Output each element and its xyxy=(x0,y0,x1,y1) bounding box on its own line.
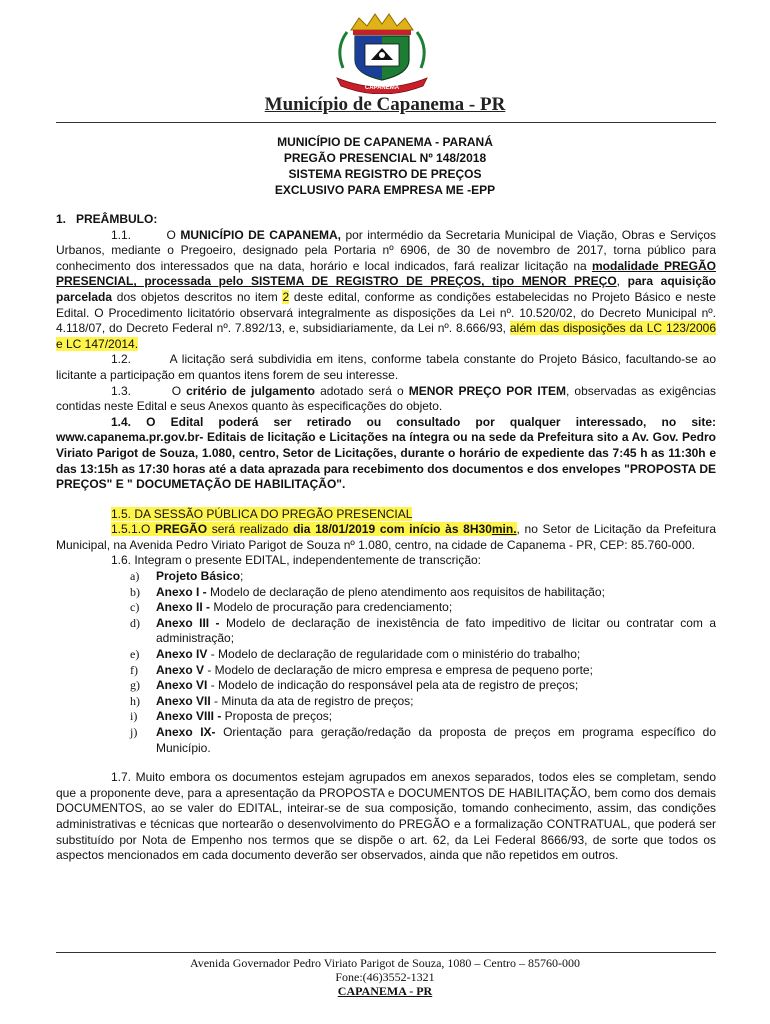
footer-address: Avenida Governador Pedro Viriato Parigot de Souza, 1080 – Centro – 85760-000 xyxy=(189,956,581,970)
list-marker: j) xyxy=(130,725,138,739)
annex-list-item xyxy=(56,694,716,710)
list-marker: g) xyxy=(130,678,140,693)
text-run-bold: MUNICÍPIO DE CAPANEMA, xyxy=(180,227,341,242)
section-1-5-title xyxy=(111,507,716,523)
annex-name: Anexo VI xyxy=(156,678,208,693)
annex-list-item xyxy=(56,725,716,756)
annex-list-item xyxy=(56,663,716,679)
footer-rule xyxy=(56,952,716,953)
section-1-title: 1. PREÂMBULO: xyxy=(56,212,158,226)
annex-description: Orientação para geração/redação da proposta de preços em programa específico do Município. xyxy=(156,725,716,755)
text-run: adotado será o xyxy=(314,383,409,398)
annex-name: Anexo VII xyxy=(156,693,211,708)
annex-list-item xyxy=(56,616,716,647)
highlighted-text: 2 xyxy=(282,289,290,304)
highlighted-text-bold: min. xyxy=(491,522,517,537)
text-run: O xyxy=(166,227,181,242)
highlighted-text-bold: dia 18/01/2019 com início às 8H30 xyxy=(293,522,492,537)
annex-description: - Modelo de indicação do responsável pela ata de registro de preços; xyxy=(207,678,579,693)
text-run: , xyxy=(616,274,628,289)
list-marker: f) xyxy=(130,662,138,677)
header-line-2: PREGÃO PRESENCIAL Nº 148/2018 xyxy=(283,151,487,165)
text-run: O xyxy=(171,383,187,398)
text-run: , observadas as exigências contidas neste Edital e seus Anexos quanto às especificações do objeto. xyxy=(56,383,717,414)
header-rule xyxy=(56,122,716,123)
annex-description: - Minuta da ata de registro de preços; xyxy=(210,693,414,708)
text-run-bold: critério de julgamento xyxy=(186,383,315,398)
header-line-4: EXCLUSIVO PARA EMPRESA ME -EPP xyxy=(274,183,496,197)
municipality-title: Município de Capanema - PR xyxy=(264,94,506,115)
annex-list-item xyxy=(56,569,716,585)
text-run-bold: MENOR PREÇO POR ITEM xyxy=(408,383,566,398)
header-line-3: SISTEMA REGISTRO DE PREÇOS xyxy=(288,167,482,181)
annex-description: Proposta de preços; xyxy=(221,709,333,724)
paragraph-number: 1.2. xyxy=(111,352,132,367)
text-run-bold-underline: modalidade PREGÃO PRESENCIAL, processada pelo SISTEMA DE REGISTRO DE PREÇOS, tipo MENOR PREÇO xyxy=(56,258,716,289)
paragraph-1-3 xyxy=(56,384,716,415)
annex-description: Modelo de declaração de pleno atendimento aos requisitos de habilitação; xyxy=(206,584,605,599)
annex-description: - Modelo de declaração de regularidade com o ministério do trabalho; xyxy=(207,647,581,662)
text-run: por intermédio da Secretaria Municipal de Viação, Obras e Serviços Urbanos, mediante o Pregoeiro, designado pela Portaria nº 6906, de 30 de novembro de 2017, torna público para conhecimento dos interessados que na data, horário e local indicados, fará realizar licitação na xyxy=(56,227,717,273)
header-line-1: MUNICÍPIO DE CAPANEMA - PARANÁ xyxy=(277,135,493,149)
annex-name: Anexo I - xyxy=(156,584,207,599)
annex-name: Anexo IX- xyxy=(156,725,216,739)
text-run: , no Setor de Licitação da Prefeitura Municipal, na Avenida Pedro Viriato Parigot de Souza nº 1.080, centro, na cidade de Capanema - PR, CEP: 85.760-000. xyxy=(56,522,716,552)
annex-list xyxy=(56,569,716,756)
annex-name: Anexo IV xyxy=(156,647,208,662)
document-body xyxy=(56,212,716,864)
footer-phone: Fone:(46)3552-1321 xyxy=(335,970,435,984)
annex-description: - Modelo de declaração de micro empresa e empresa de pequeno porte; xyxy=(204,662,593,677)
footer-city: CAPANEMA - PR xyxy=(337,984,433,998)
spacer xyxy=(56,493,716,507)
list-marker: a) xyxy=(130,569,140,584)
list-marker: h) xyxy=(130,693,140,708)
text-run: dos objetos descritos no item xyxy=(112,289,283,304)
annex-list-item xyxy=(56,709,716,725)
crest-ribbon-text: CAPANEMA xyxy=(364,85,400,91)
paragraph-1-4: 1.4. O Edital poderá ser retirado ou consultado por qualquer interessado, no site: www.capanema.pr.gov.br- Editais de licitação e Licitações na íntegra ou na sede da Prefeitura sito a Av. Gov. Pedro Viriato Parigot de Souza, 1.080, centro, Setor de Licitações, durante o horário de expediente das 7:45 h as 11:30h e das 13:15h as 17:30 horas até a data aprazada para recebimento dos documentos e dos envelopes "PROPOSTA DE PREÇOS" E " DOCUMETAÇÃO DE HABILITAÇÃO". xyxy=(56,414,716,492)
annex-name: Anexo VIII - xyxy=(156,709,222,724)
annex-list-item xyxy=(56,585,716,601)
annex-description: ; xyxy=(240,569,244,584)
text-run: deste edital, conforme as condições estabelecidas no Projeto Básico e neste Edital. O Procedimento licitatório observará integralmente as disposições da Lei nº. 10.520/02, do Decreto Municipal nº. 4.118/07, do Decreto Federal nº. 7.892/13, e, subsidiariamente, da Lei nº. 8.666/93, xyxy=(56,289,716,336)
annex-description: Modelo de procuração para credenciamento; xyxy=(210,600,453,615)
text-run-bold: para aquisição parcelada xyxy=(56,274,716,304)
paragraph-1-7: 1.7. Muito embora os documentos estejam agrupados em anexos separados, todos eles se completam, sendo que a proponente deve, para a apresentação da PROPOSTA e DOCUMENTOS DE HABILITAÇÃO, bem como dos demais DOCUMENTOS, ao se valer do EDITAL, inteirar-se de sua composição, tomando conhecimento, assim, das condições administrativas e técnicas que nortearão o desenvolvimento do PREGÃO e a formalização CONTRATUAL, que poderá ser substituído por Nota de Empenho nos termos que se dispõe o art. 62, da Lei Federal 8666/93, de sorte que todos os aspectos mencionados em cada documento deverão ser observados, ainda que não repetidos em outros. xyxy=(56,770,716,863)
highlighted-text: 1.5.1.O xyxy=(111,522,156,537)
paragraph-1-5-1 xyxy=(56,522,716,553)
annex-name: Anexo II - xyxy=(156,600,211,615)
highlighted-text: 1.5. DA SESSÃO PÚBLICA DO PREGÃO PRESENCIAL xyxy=(111,506,413,521)
list-marker: b) xyxy=(130,584,140,599)
highlighted-text: será realizado xyxy=(207,522,294,537)
annex-name: Anexo III - xyxy=(156,615,220,630)
list-marker: d) xyxy=(130,615,140,630)
highlighted-text-bold: PREGÃO xyxy=(155,522,208,537)
annex-list-item xyxy=(56,600,716,616)
paragraph-number: 1.1. xyxy=(111,227,132,242)
list-marker: i) xyxy=(130,709,138,724)
annex-list-item xyxy=(56,678,716,694)
paragraph-1-1 xyxy=(56,228,716,353)
paragraph-number: 1.3. xyxy=(111,383,132,398)
spacer xyxy=(56,756,716,770)
highlighted-text: além das disposições da LC 123/2006 e LC 147/2014. xyxy=(56,321,716,351)
paragraph-1-6-intro: 1.6. Integram o presente EDITAL, independentemente de transcrição: xyxy=(111,553,481,568)
annex-name: Anexo V xyxy=(156,662,205,677)
coat-of-arms-icon xyxy=(329,8,435,94)
annex-name: Projeto Básico xyxy=(156,569,241,584)
annex-description: Modelo de declaração de inexistência de fato impeditivo de licitar ou contratar com a administração; xyxy=(156,615,716,646)
text-run: A licitação será subdividia em itens, conforme tabela constante do Projeto Básico, facultando-se ao licitante a participação em quantos itens forem de seu interesse. xyxy=(56,352,717,382)
list-marker: e) xyxy=(130,647,140,662)
list-marker: c) xyxy=(130,600,140,615)
paragraph-1-2 xyxy=(56,352,716,383)
annex-list-item xyxy=(56,647,716,663)
